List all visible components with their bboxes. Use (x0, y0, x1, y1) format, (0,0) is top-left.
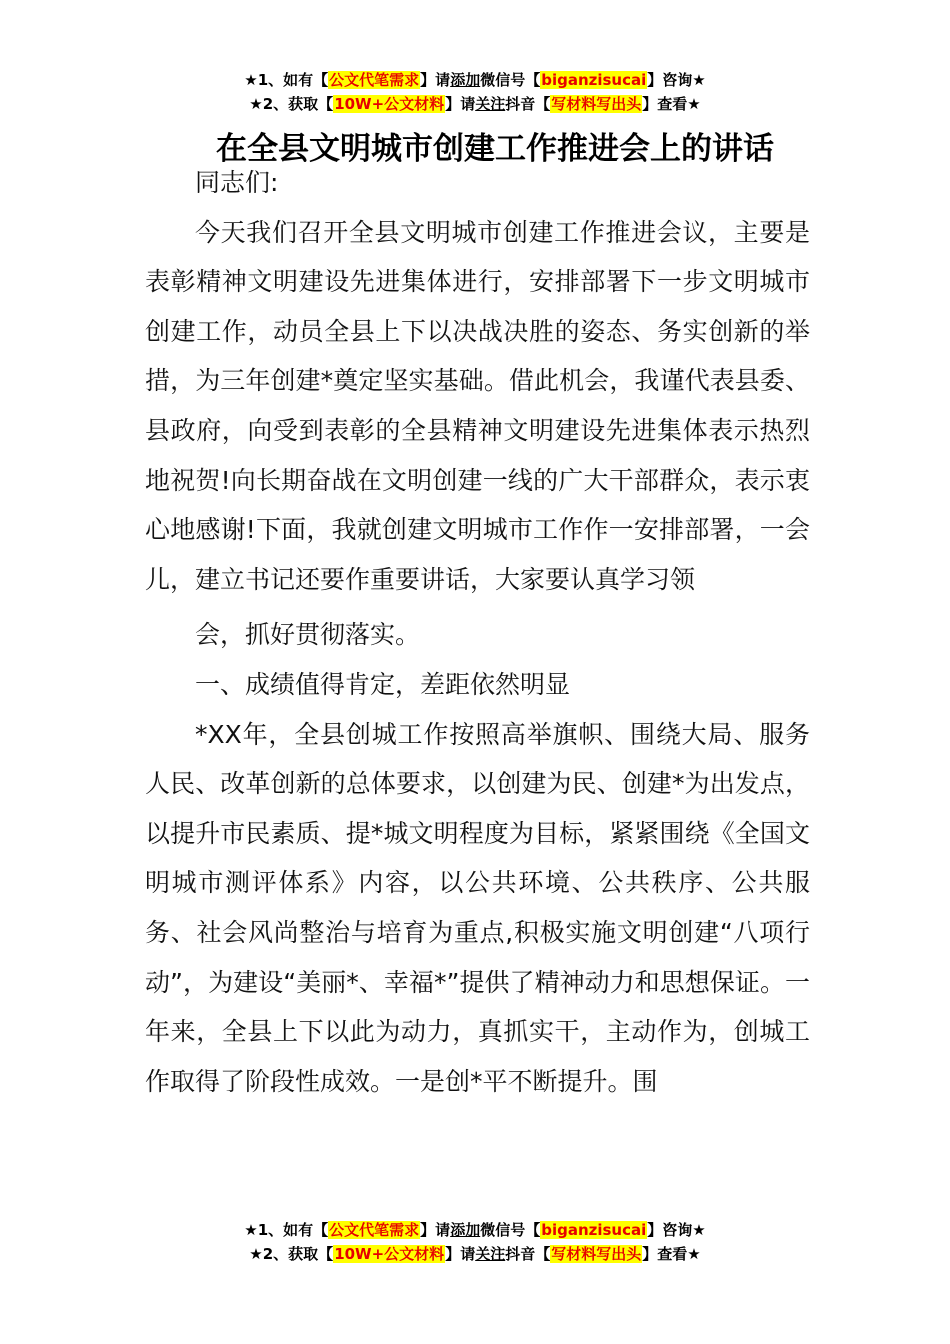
body-paragraph: 今天我们召开全县文明城市创建工作推进会议，主要是表彰精神文明建设先进集体进行，安排部署下一步文明城市创建工作，动员全县上下以决战决胜的姿态、务实创新的举措，为三年创建*奠定坚实基础。借此机会，我谨代表县委、县政府，向受到表彰的全县精神文明建设先进集体表示热烈地祝贺!向长期奋战在文明创建一线的广大干部群众，表示衷心地感谢!下面，我就创建文明城市工作作一安排部署，一会儿，建立书记还要作重要讲话，大家要认真学习领 (145, 217, 810, 594)
promo-text: 抖音【 (505, 95, 551, 113)
promo-underline: 关注 (475, 1245, 506, 1263)
promo-text: 】请 (420, 1221, 451, 1239)
promo-highlight: biganzisucai (541, 71, 647, 89)
salutation: 同志们: (195, 168, 279, 197)
promo-text: 抖音【 (505, 1245, 551, 1263)
promo-highlight: 公文代笔需求 (329, 71, 420, 89)
promo-highlight: 公文代笔需求 (329, 1221, 420, 1239)
promo-line-2 (0, 1242, 950, 1266)
promo-text: 】查看★ (642, 1245, 701, 1263)
promo-text: 】请 (445, 1245, 476, 1263)
promo-text: 微信号【 (480, 71, 541, 89)
body-paragraph: *XX年，全县创城工作按照高举旗帜、围绕大局、服务人民、改革创新的总体要求，以创建为民、创建*为出发点，以提升市民素质、提*城文明程度为目标，紧紧围绕《全国文明城市测评体系》内容，以公共环境、公共秩序、公共服务、社会风尚整治与培育为重点,积极实施文明创建“八项行动”，为建设“美丽*、幸福*”提供了精神动力和思想保证。一年来，全县上下以此为动力，真抓实干，主动作为，创城工作取得了阶段性成效。一是创*平不断提升。围 (145, 719, 810, 1096)
promo-text: 微信号【 (480, 1221, 541, 1239)
promo-underline: 关注 (475, 95, 506, 113)
promo-text: ★1、如有【 (244, 1221, 329, 1239)
promo-highlight: 10W+公文材料 (334, 1245, 445, 1263)
promo-text: 】咨询★ (647, 71, 706, 89)
section-heading: 一、成绩值得肯定，差距依然明显 (195, 669, 571, 699)
footer-promo-banner (0, 1218, 950, 1266)
body-paragraph: 会，抓好贯彻落实。 (195, 620, 421, 650)
promo-line-2 (0, 92, 950, 116)
promo-line-1 (0, 68, 950, 92)
promo-line-1 (0, 1218, 950, 1242)
promo-text: 】查看★ (642, 95, 701, 113)
promo-underline: 添加 (450, 71, 481, 89)
document-body (145, 158, 810, 1106)
promo-underline: 添加 (450, 1221, 481, 1239)
promo-highlight: 写材料写出头 (551, 95, 642, 113)
promo-highlight: 10W+公文材料 (334, 95, 445, 113)
promo-text: ★2、获取【 (249, 1245, 334, 1263)
promo-text: 】请 (445, 95, 476, 113)
promo-text: 】咨询★ (647, 1221, 706, 1239)
promo-highlight: biganzisucai (541, 1221, 647, 1239)
promo-highlight: 写材料写出头 (551, 1245, 642, 1263)
promo-text: ★1、如有【 (244, 71, 329, 89)
promo-text: ★2、获取【 (249, 95, 334, 113)
promo-text: 】请 (420, 71, 451, 89)
document-title: 在全县文明城市创建工作推进会上的讲话 (216, 131, 774, 167)
header-promo-banner (0, 68, 950, 116)
